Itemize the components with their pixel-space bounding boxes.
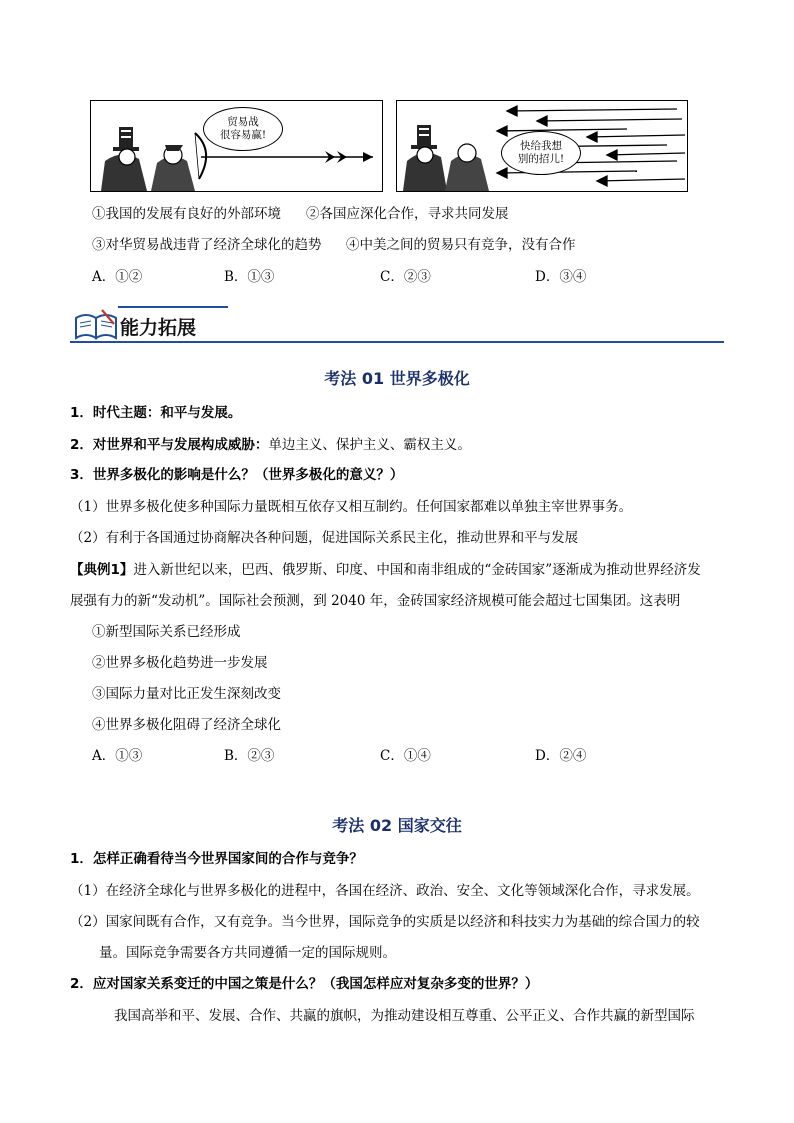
- bubble-left-line2: 很容易赢!: [219, 129, 267, 141]
- s1-option-b: B．②③: [224, 748, 275, 764]
- bubble-right-line2: 别的招儿!: [517, 153, 565, 165]
- s1-option-a: A．①③: [92, 748, 143, 764]
- s2-q2-answer-1: 我国高举和平、发展、合作、共赢的旗帜，为推动建设相互尊重、公平正义、合作共赢的新型国际: [114, 1008, 695, 1024]
- s1-example-text1: 进入新世纪以来，巴西、俄罗斯、印度、中国和南非组成的“金砖国家”逐渐成为推动世界经济发: [133, 562, 701, 578]
- s1-point-2-rest: 单边主义、保护主义、霸权主义。: [268, 437, 471, 453]
- banner-top-rule: [118, 306, 228, 308]
- section1-title: 考法 01 世界多极化: [324, 369, 470, 388]
- cartoon-panel-right: [396, 100, 688, 192]
- s1-point-3: 3．世界多极化的影响是什么？（世界多极化的意义？）: [70, 467, 404, 483]
- s2-question-2: 2．应对国家关系变迁的中国之策是什么？（我国怎样应对复杂多变的世界？）: [70, 976, 539, 992]
- section-banner: [70, 304, 724, 344]
- s2-q1-answer-2-line1: （2）国家间既有合作，又有竞争。当今世界，国际竞争的实质是以经济和科技实力为基础的综合国力的较: [70, 914, 700, 930]
- prev-option-b: B．①③: [224, 269, 275, 285]
- s1-point-2-row: [70, 436, 471, 454]
- s1-point-2-label: 2．对世界和平与发展构成威胁：: [70, 437, 269, 453]
- open-book-pen-icon: [72, 308, 120, 342]
- s1-statement-4: ④世界多极化阻碍了经济全球化: [92, 717, 281, 733]
- section2-title: 考法 02 国家交往: [332, 816, 462, 835]
- s1-example-line2: 展强有力的新“发动机”。国际社会预测，到 2040 年，金砖国家经济规模可能会超过七国集团。这表明: [70, 593, 681, 609]
- banner-title: 能力拓展: [120, 317, 197, 339]
- speech-bubble-left: [203, 107, 283, 151]
- prev-option-a: A．①②: [92, 269, 143, 285]
- s1-sub-2: （2）有利于各国通过协商解决各种问题，促进国际关系民主化，推动世界和平与发展: [70, 530, 579, 546]
- prev-option-d: D．③④: [535, 269, 587, 285]
- s1-sub-1: （1）世界多极化使多种国际力量既相互依存又相互制约。任何国家都难以单独主宰世界事务。: [70, 499, 633, 515]
- s1-statement-2: ②世界多极化趋势进一步发展: [92, 655, 268, 671]
- s1-option-c: C．①④: [380, 748, 431, 764]
- s2-q1-answer-1: （1）在经济全球化与世界多极化的进程中，各国在经济、政治、安全、文化等领域深化合作，寻求发展。: [70, 883, 700, 899]
- prev-option-c: C．②③: [380, 269, 431, 285]
- bubble-left-line1: 贸易战: [227, 116, 259, 128]
- banner-bottom-rule: [70, 341, 724, 343]
- bubble-right-line1: 快给我想: [519, 140, 562, 152]
- prev-statement-2: ②各国应深化合作，寻求共同发展: [306, 206, 509, 222]
- s1-option-d: D．②④: [535, 748, 587, 764]
- speech-bubble-right: [501, 131, 581, 175]
- s1-example-tag: 【典例1】: [70, 562, 134, 578]
- s1-point-1: 1．时代主题：和平与发展。: [70, 405, 242, 421]
- s1-example-line1: [70, 561, 701, 579]
- s1-statement-1: ①新型国际关系已经形成: [92, 624, 241, 640]
- s1-statement-3: ③国际力量对比正发生深刻改变: [92, 686, 281, 702]
- prev-statement-3: ③对华贸易战违背了经济全球化的趋势: [92, 237, 322, 253]
- cartoon-panel-left: [90, 100, 383, 192]
- s2-q1-answer-2-line2: 量。国际竞争需要各方共同遵循一定的国际规则。: [99, 945, 396, 961]
- prev-statement-4: ④中美之间的贸易只有竞争，没有合作: [346, 237, 576, 253]
- s2-question-1: 1．怎样正确看待当今世界国家间的合作与竞争？: [70, 851, 363, 867]
- prev-statement-1: ①我国的发展有良好的外部环境: [92, 206, 281, 222]
